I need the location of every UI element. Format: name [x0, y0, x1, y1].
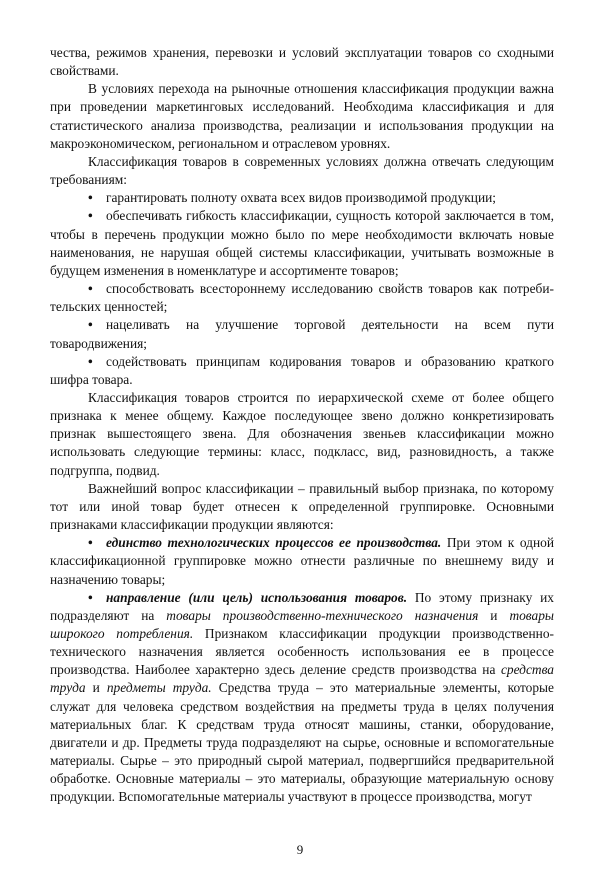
bullet-icon: •: [88, 353, 93, 369]
bullet-item: [50, 207, 554, 280]
bullet-text: обеспечивать гибкость классификации, сущность которой заключается в том, чтобы в перечень продукции можно было по мере необходимости включать новые наименования, не нарушая общей системы классификации, учитывать возможные в будущем изменения в номенклатуре и ассортименте товаров;: [50, 208, 554, 278]
body-text: [50, 44, 554, 807]
italic-term: товары производственно-технического назначения: [166, 607, 479, 623]
paragraph-market-classification: В условиях перехода на рыночные отношения классификация продукции важна при проведении маркетинговых исследований. Необходима классификация и для статистического анализа производства, реализации и использования продукции на макроэкономическом, региональном и отраслевом уровнях.: [50, 81, 554, 151]
paragraph-hierarchy: Классификация товаров строится по иерархической схеме от более общего признака к менее общему. Каждое последующее звено должно конкретизировать признак вышестоящего звена. Для обозначения звеньев классификации можно использовать следующие термины: класс, подкласс, вид, разновидность, а также подгруппа, подвид.: [50, 389, 554, 478]
bullet-term: направление (или цель) использования товаров.: [106, 589, 408, 605]
paragraph-key-question: Важнейший вопрос классификации – правильный выбор признака, по которому тот или иной товар будет отнесен к определенной группировке. Основными признаками классификации продукции являются:: [50, 480, 554, 533]
bullet-text: нацеливать на улучшение торговой деятельности на всем пути товародвижения;: [50, 317, 554, 351]
bullet-item: [50, 316, 554, 352]
bullet-icon: •: [88, 317, 93, 333]
bullet-text: При этом к одной классификационной группировке можно отнести различные по внешнему виду и назначению товары;: [50, 535, 554, 587]
bullet-text: способствовать всестороннему исследованию свойств товаров как потреби-тельских ценностей;: [50, 281, 554, 315]
bullet-icon: •: [88, 535, 93, 551]
bullet-icon: •: [88, 190, 93, 206]
italic-term: средства труда: [50, 662, 554, 696]
italic-term: товары широкого потребления.: [50, 607, 554, 641]
bullet-text: Средства труда – это материальные элементы, которые служат для человека средством воздействия на предметы труда в целях получения материальных благ. К средствам труда относят машины, станки, оборудование, двигатели и др. Предметы труда подразделяют на сырье, основные и вспомогательные материалы. Сырье – это природный сырой материал, подвергшийся предварительной обработке. Основные материалы – это материалы, образующие материальную основу продукции. Вспомогательные материалы участвуют в процессе производства, могут: [50, 680, 554, 805]
bullet-item: [50, 280, 554, 316]
bullet-item: [50, 534, 554, 588]
italic-term: предметы труда.: [106, 680, 212, 696]
bullet-text: и: [85, 680, 107, 696]
bullet-text: Признаком классификации продукции производственно-технического назначения является особенность использования ее в процессе производства. Наиболее характерно здесь деление средств производства на: [50, 626, 554, 678]
bullet-item: [50, 353, 554, 389]
paragraph-continuation: чества, режимов хранения, перевозки и условий эксплуатации товаров со сходными свойствами.: [50, 45, 554, 79]
bullet-text: и: [478, 607, 510, 623]
bullet-icon: •: [88, 208, 93, 224]
bullet-icon: •: [88, 589, 93, 605]
bullet-term: единство технологических процессов ее производства.: [106, 535, 442, 551]
bullet-icon: •: [88, 281, 93, 297]
bullet-item: [50, 589, 554, 807]
bullet-text: гарантировать полноту охвата всех видов производимой продукции;: [106, 190, 497, 206]
bullet-text: По этому признаку их подразделяют на: [50, 589, 554, 623]
paragraph-requirements-intro: Классификация товаров в современных условиях должна отвечать следующим требованиям:: [50, 153, 554, 188]
page-number: 9: [296, 842, 304, 857]
bullet-item: [50, 189, 554, 207]
bullet-text: содействовать принципам кодирования товаров и образованию краткого шифра товара.: [50, 353, 554, 387]
